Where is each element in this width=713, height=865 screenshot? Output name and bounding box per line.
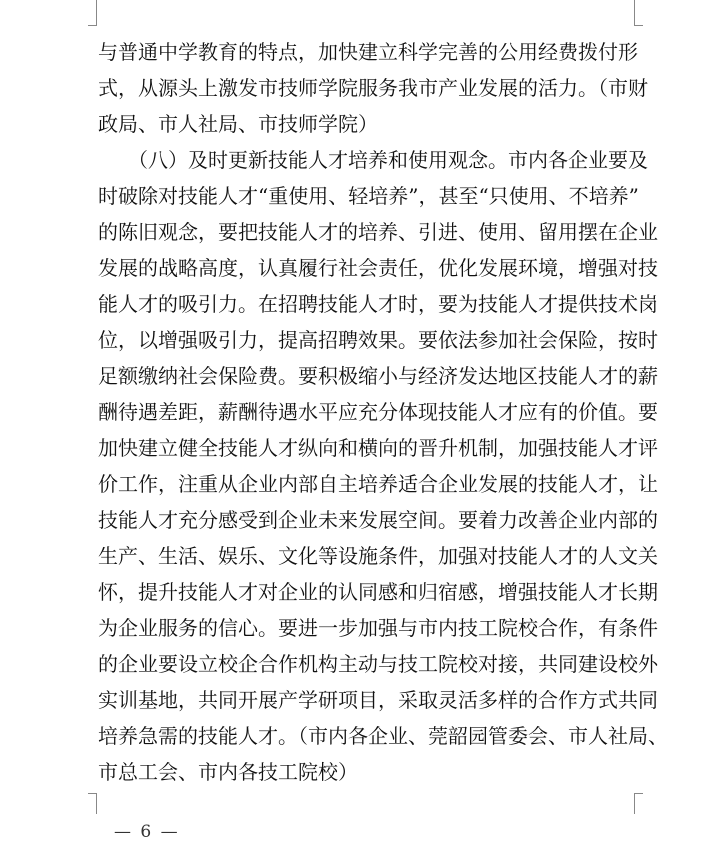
text-line: 市总工会、市内各技工院校） — [98, 760, 358, 784]
text-line: 怀，提升技能人才对企业的认同感和归宿感，增强技能人才长期 — [98, 580, 658, 604]
section-heading-line: （八）及时更新技能人才培养和使用观念。市内各企业要及 — [98, 148, 648, 172]
text-line: 式，从源头上激发市技师学院服务我市产业发展的活力。（市财 — [98, 76, 648, 100]
text-line: 的陈旧观念，要把技能人才的培养、引进、使用、留用摆在企业 — [98, 220, 658, 244]
text-line: 实训基地，共同开展产学研项目，采取灵活多样的合作方式共同 — [98, 688, 658, 712]
text-line: 足额缴纳社会保险费。要积极缩小与经济发达地区技能人才的薪 — [98, 364, 658, 388]
text-line: 生产、生活、娱乐、文化等设施条件，加强对技能人才的人文关 — [98, 544, 658, 568]
text-line: 价工作，注重从企业内部自主培养适合企业发展的技能人才，让 — [98, 472, 658, 496]
top-right-crop-mark — [634, 0, 643, 26]
text-line: 酬待遇差距，薪酬待遇水平应充分体现技能人才应有的价值。要 — [98, 400, 658, 424]
bottom-left-crop-mark — [88, 793, 97, 814]
top-left-crop-mark — [88, 0, 97, 26]
text-line: 加快建立健全技能人才纵向和横向的晋升机制，加强技能人才评 — [98, 436, 658, 460]
bottom-right-crop-mark — [634, 793, 643, 814]
text-line: 发展的战略高度，认真履行社会责任，优化发展环境，增强对技 — [98, 256, 658, 280]
page-number: — 6 — — [114, 822, 180, 842]
text-line: 能人才的吸引力。在招聘技能人才时，要为技能人才提供技术岗 — [98, 292, 658, 316]
text-line: 的企业要设立校企合作机构主动与技工院校对接，共同建设校外 — [98, 652, 658, 676]
document-body — [98, 34, 668, 790]
text-line: 为企业服务的信心。要进一步加强与市内技工院校合作，有条件 — [98, 616, 658, 640]
text-line: 时破除对技能人才“重使用、轻培养”，甚至“只使用、不培养” — [98, 184, 639, 208]
text-line: 位，以增强吸引力，提高招聘效果。要依法参加社会保险，按时 — [98, 328, 658, 352]
text-line: 政局、市人社局、市技师学院） — [98, 112, 378, 136]
text-line: 培养急需的技能人才。（市内各企业、莞韶园管委会、市人社局、 — [98, 724, 668, 748]
text-line: 与普通中学教育的特点，加快建立科学完善的公用经费拨付形 — [98, 40, 638, 64]
text-line: 技能人才充分感受到企业未来发展空间。要着力改善企业内部的 — [98, 508, 658, 532]
